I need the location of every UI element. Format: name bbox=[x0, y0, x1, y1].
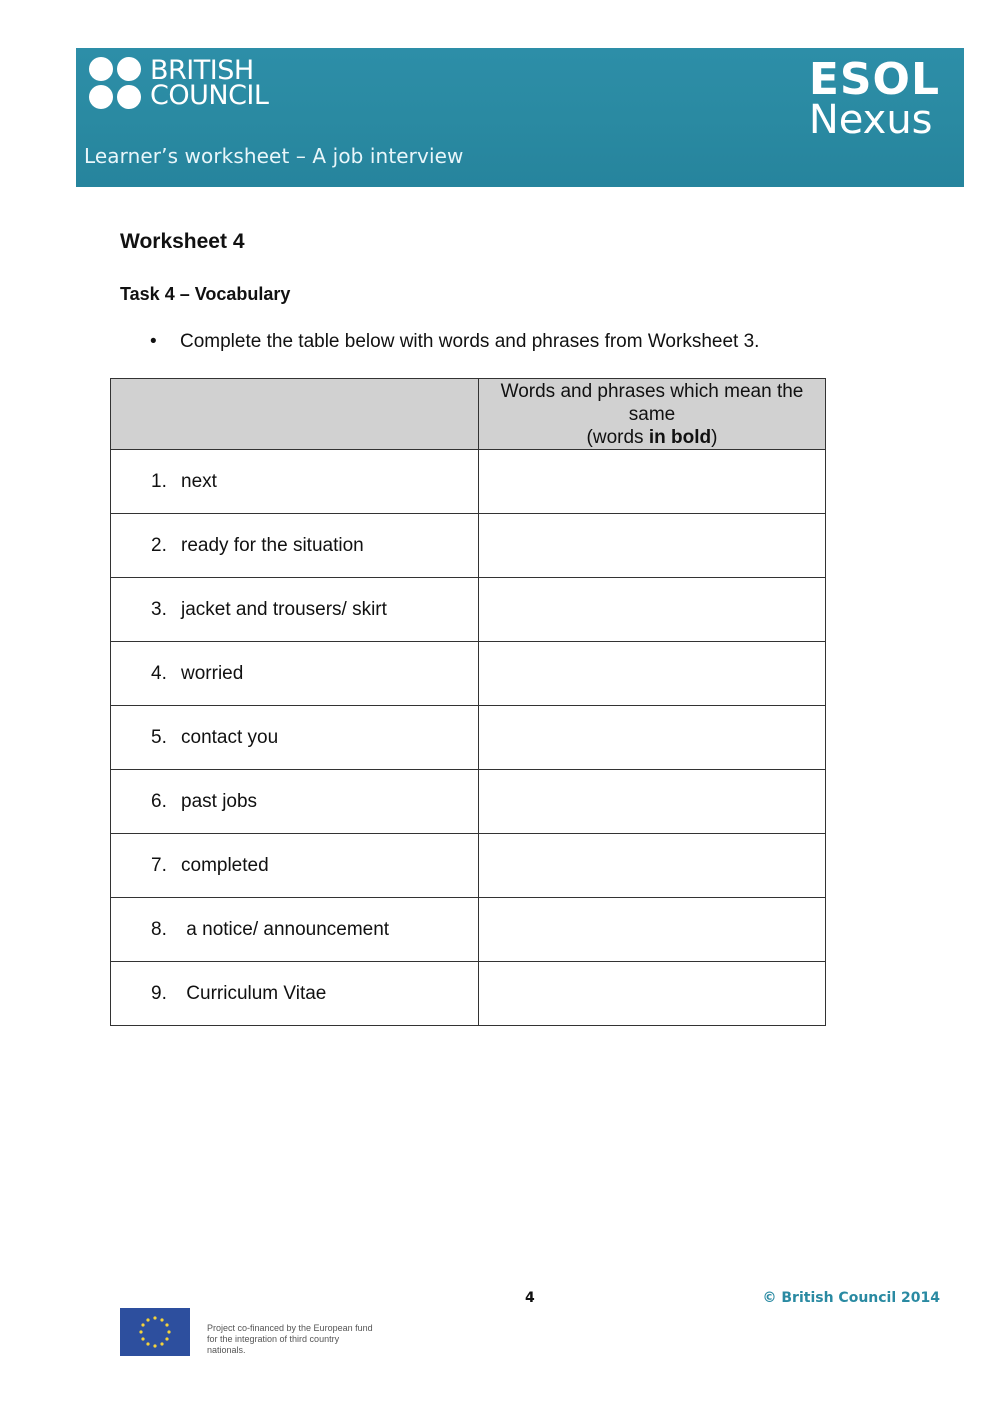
table-row bbox=[111, 770, 826, 834]
table-row bbox=[111, 898, 826, 962]
vocabulary-table bbox=[110, 378, 826, 1026]
answer-cell[interactable] bbox=[479, 898, 826, 962]
bullet-icon: • bbox=[150, 331, 157, 352]
item-cell bbox=[111, 834, 479, 898]
item-cell bbox=[111, 514, 479, 578]
item-number: 2. bbox=[151, 534, 167, 556]
answer-cell[interactable] bbox=[479, 578, 826, 642]
item-number: 6. bbox=[151, 790, 167, 812]
item-number: 7. bbox=[151, 854, 167, 876]
page-number: 4 bbox=[525, 1290, 535, 1306]
header-suffix: ) bbox=[711, 427, 718, 448]
item-cell bbox=[111, 642, 479, 706]
esol-logo-line-1: ESOL bbox=[808, 54, 940, 105]
task-title: Task 4 – Vocabulary bbox=[120, 284, 291, 304]
header-bold: in bold bbox=[648, 427, 712, 448]
item-text: contact you bbox=[181, 726, 279, 748]
answer-cell[interactable] bbox=[479, 450, 826, 514]
table-row bbox=[111, 642, 826, 706]
item-number: 3. bbox=[151, 598, 167, 620]
table-header-row bbox=[111, 379, 826, 450]
item-text: Curriculum Vitae bbox=[181, 982, 327, 1004]
header-line-1: Words and phrases which mean the bbox=[500, 381, 804, 402]
item-number: 9. bbox=[151, 982, 167, 1004]
instruction-text: Complete the table below with words and phrases from Worksheet 3. bbox=[180, 331, 760, 352]
answer-cell[interactable] bbox=[479, 706, 826, 770]
answer-cell[interactable] bbox=[479, 642, 826, 706]
answer-cell[interactable] bbox=[479, 514, 826, 578]
header-cell-empty bbox=[111, 379, 479, 450]
item-number: 4. bbox=[151, 662, 167, 684]
item-text: worried bbox=[181, 662, 244, 684]
answer-cell[interactable] bbox=[479, 834, 826, 898]
table-row bbox=[111, 706, 826, 770]
header-prefix: (words bbox=[586, 427, 649, 448]
eu-flag-icon bbox=[120, 1308, 190, 1356]
table-row bbox=[111, 578, 826, 642]
item-cell bbox=[111, 706, 479, 770]
esol-nexus-logo bbox=[808, 54, 940, 143]
answer-cell[interactable] bbox=[479, 962, 826, 1026]
worksheet-title: Worksheet 4 bbox=[120, 230, 245, 253]
esol-logo-line-2: Nexus bbox=[808, 97, 933, 143]
table-row bbox=[111, 962, 826, 1026]
item-text: past jobs bbox=[181, 790, 258, 812]
item-cell bbox=[111, 450, 479, 514]
worksheet-subtitle: Learner’s worksheet – A job interview bbox=[84, 144, 464, 168]
table-row bbox=[111, 450, 826, 514]
item-number: 5. bbox=[151, 726, 167, 748]
answer-cell[interactable] bbox=[479, 770, 826, 834]
eu-funding-note: Project co-financed by the European fund for the integration of third country nationals. bbox=[207, 1323, 373, 1355]
table-row bbox=[111, 834, 826, 898]
item-number: 1. bbox=[151, 470, 167, 492]
copyright: © British Council 2014 bbox=[762, 1290, 940, 1306]
header-line-2: same bbox=[628, 404, 676, 425]
item-text: jacket and trousers/ skirt bbox=[181, 598, 387, 620]
table-row bbox=[111, 514, 826, 578]
header-cell-meaning bbox=[479, 379, 826, 450]
item-text: completed bbox=[181, 854, 269, 876]
logo-line-1: BRITISH bbox=[150, 55, 254, 86]
item-text: a notice/ announcement bbox=[181, 918, 390, 940]
instruction bbox=[150, 331, 759, 353]
british-council-dots-icon bbox=[88, 56, 146, 110]
item-number: 8. bbox=[151, 918, 167, 940]
item-text: ready for the situation bbox=[181, 534, 364, 556]
item-cell bbox=[111, 770, 479, 834]
item-cell bbox=[111, 578, 479, 642]
item-cell bbox=[111, 962, 479, 1026]
logo-line-2: COUNCIL bbox=[150, 80, 269, 111]
item-text: next bbox=[181, 470, 217, 492]
item-cell bbox=[111, 898, 479, 962]
